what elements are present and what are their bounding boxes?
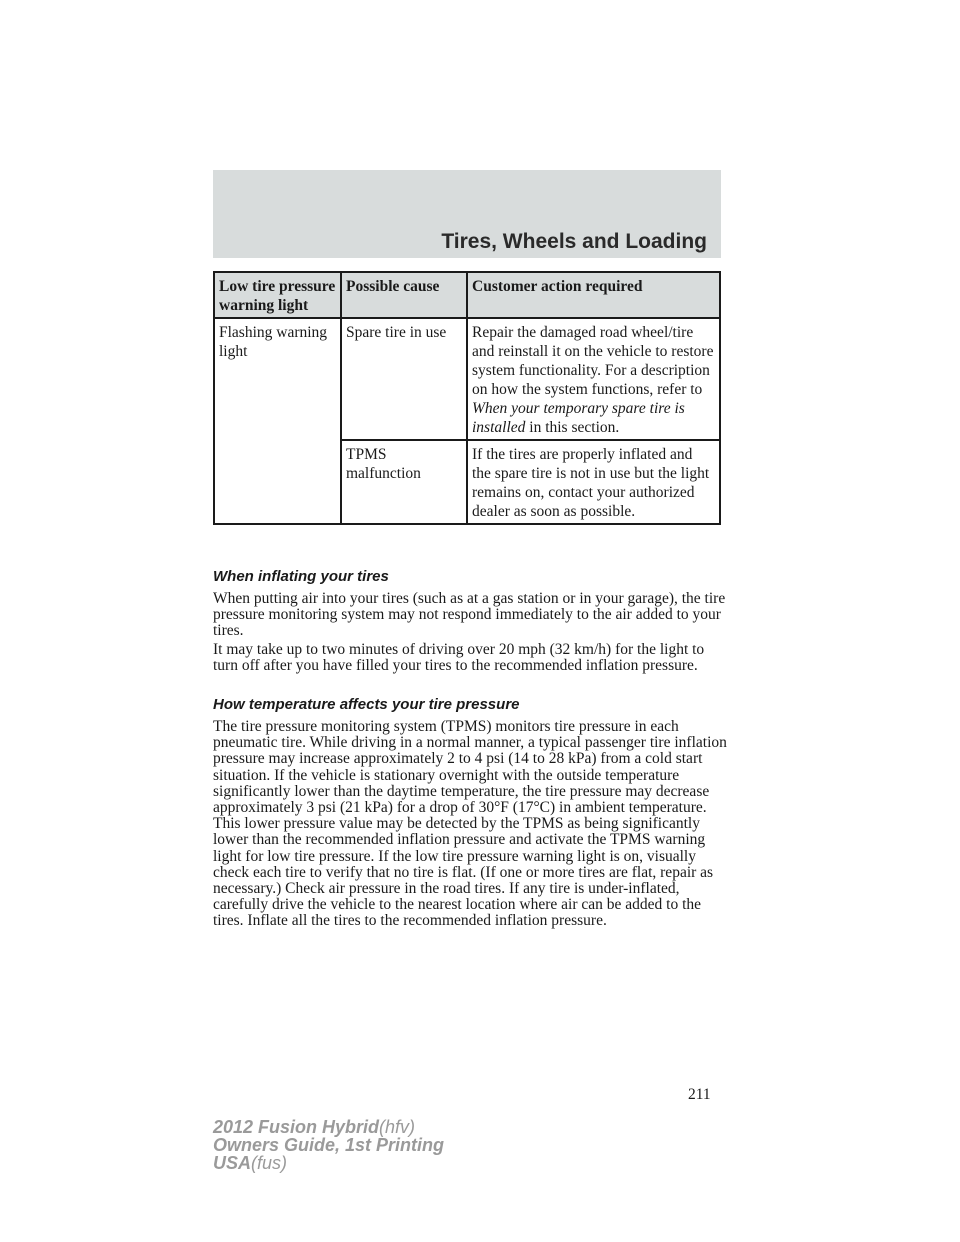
site-watermark: carmanualsonline.info [790,1218,950,1235]
section-title: Tires, Wheels and Loading [441,230,707,253]
table-cell-action [467,318,720,440]
table-header-warning-light: Low tire pressure warning light [214,272,341,318]
warning-light-table [213,271,721,525]
paragraph: It may take up to two minutes of driving over 20 mph (32 km/h) for the light to turn off after you have filled your tires to the recommended inflation pressure. [213,641,705,675]
table-header-row [214,272,720,318]
action-text: Repair the damaged road wheel/tire and reinstall it on the vehicle to restore system functionality. For a description on how the system functions, refer to [472,324,714,398]
table-cell-warning-light: Flashing warning light [214,318,341,524]
table-cell-cause: Spare tire in use [341,318,467,440]
section-header-band [213,170,721,258]
table-header-possible-cause: Possible cause [341,272,467,318]
page-number: 211 [688,1086,711,1103]
footer-line-market: USA(fus) [213,1153,288,1173]
table-cell-action: If the tires are properly inflated and the spare tire is not in use but the light remains on, contact your authorized dealer as soon as possible. [467,440,720,524]
section-reference: When your temporary spare tire is installed [472,400,685,436]
paragraph: The tire pressure monitoring system (TPMS) monitors tire pressure in each pneumatic tire. While driving in a normal manner, a typical passenger tire inflation pressure may increase approximately 2 to 4 psi (14 to 28 kPa) from a cold start situation. If the vehicle is stationary overnight with the outside temperature significantly lower than the daytime temperature, the tire pressure may decrease approximately 3 psi (21 kPa) for a drop of 30°F (17°C) in ambient temperature. This lower pressure value may be detected by the TPMS as being significantly lower than the recommended inflation pressure and activate the TPMS warning light for low tire pressure. If the low tire pressure warning light is on, visually check each tire to verify that no tire is flat. (If one or more tires are flat, repair as necessary.) Check air pressure in the road tires. If any tire is under-inflated, carefully drive the vehicle to the nearest location where air can be added to the tires. Inflate all the tires to the recommended inflation pressure. [213,718,727,930]
footer-line-model: 2012 Fusion Hybrid(hfv) [213,1117,416,1137]
action-suffix: in this section. [529,419,620,436]
table-header-customer-action: Customer action required [467,272,720,318]
footer-line-printing: Owners Guide, 1st Printing [213,1135,445,1155]
paragraph: When putting air into your tires (such as at a gas station or in your garage), the tire pressure monitoring system may not respond immediately to the air added to your tires. [213,590,726,640]
section-heading: How temperature affects your tire pressure [213,696,520,713]
table-row [214,318,720,440]
table-cell-cause: TPMS malfunction [341,440,467,524]
print-footer [213,1118,444,1172]
section-heading: When inflating your tires [213,568,389,585]
